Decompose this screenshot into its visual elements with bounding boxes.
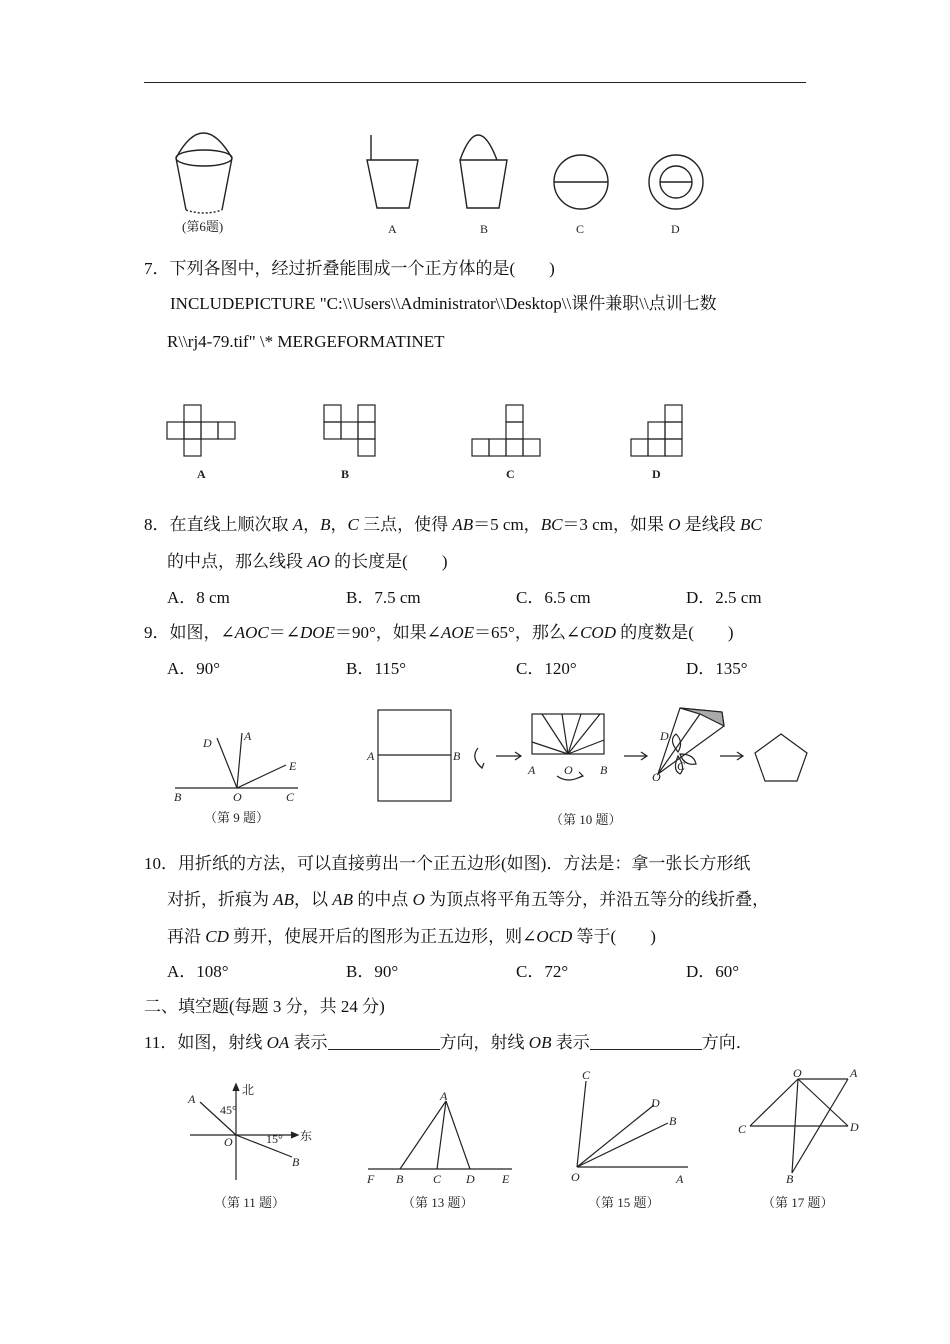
q11-blank-1[interactable]: [328, 1033, 440, 1050]
q8-choice-c: C．6.5 cm: [516, 588, 591, 607]
q9-choice-b: B．115°: [346, 659, 407, 678]
q10-choice-c: C．72°: [516, 962, 569, 981]
fig11-north: 北: [242, 1083, 255, 1097]
q7-option-b-label: B: [341, 467, 350, 481]
east-arrow-icon: [291, 1132, 298, 1138]
q6-option-a-shape: [367, 135, 418, 208]
header-rule: [144, 82, 806, 83]
fig15-label-c: C: [582, 1068, 591, 1082]
q8-choice-a: A．8 cm: [167, 588, 230, 607]
fig17-caption: （第 17 题）: [762, 1195, 834, 1210]
q10-choice-d: D．60°: [686, 962, 740, 981]
fig11-east: 东: [300, 1129, 313, 1143]
q7-field-code-line1: INCLUDEPICTURE "C:\\Users\\Administrator\\Desktop\\课件兼职\\点训七数: [170, 294, 717, 313]
q10-label-d: D: [660, 729, 669, 743]
fig17-label-a: A: [850, 1066, 858, 1080]
fig13-label-f: F: [367, 1172, 375, 1186]
q6-option-c-label: C: [576, 222, 585, 236]
north-arrow-icon: [233, 1084, 239, 1091]
q9-label-d: D: [203, 736, 212, 750]
fig13: [362, 1085, 522, 1215]
fig15-label-o: O: [571, 1170, 580, 1184]
fig17-label-o: O: [793, 1066, 802, 1080]
q10-stem-line3: 再沿 CD 剪开，使展开后的图形为正五边形，则∠OCD 等于( ): [167, 927, 656, 946]
q7-net-c: [472, 405, 540, 456]
q8-choice-d: D．2.5 cm: [686, 588, 762, 607]
fig11-angle-15: 15°: [266, 1132, 283, 1146]
q10-stem-line2: 对折，折痕为 AB，以 AB 的中点 O 为顶点将平角五等分，并沿五等分的线折叠，: [167, 890, 770, 909]
q7-nets-figure: [160, 398, 700, 483]
fig11: [180, 1080, 320, 1215]
q6-option-d-label: D: [671, 222, 680, 236]
fig13-label-b: B: [396, 1172, 404, 1186]
section2-heading: 二、填空题(每题 3 分，共 24 分): [144, 997, 385, 1016]
fig15-label-d: D: [651, 1096, 660, 1110]
q9-label-o: O: [233, 790, 242, 804]
fig11-label-o: O: [224, 1135, 233, 1149]
q9-label-a: A: [244, 729, 252, 743]
fig11-angle-45: 45°: [220, 1103, 237, 1117]
q10-caption: （第 10 题）: [550, 812, 622, 827]
q6-option-b-label: B: [480, 222, 489, 236]
fig13-caption: （第 13 题）: [402, 1195, 474, 1210]
fig11-label-a: A: [188, 1092, 196, 1106]
fig15-label-a: A: [676, 1172, 684, 1186]
fig13-label-c: C: [433, 1172, 442, 1186]
q7-field-code-line2: R\\rj4-79.tif" \* MERGEFORMATINET: [167, 332, 445, 351]
q10-label-o-1: O: [564, 763, 573, 777]
fig11-caption: （第 11 题）: [214, 1195, 286, 1210]
fig15-caption: （第 15 题）: [588, 1195, 660, 1210]
q6-option-b-shape: [460, 135, 507, 208]
q9-caption: （第 9 题）: [204, 810, 270, 825]
q10-label-a-2: A: [528, 763, 536, 777]
q9-choice-a: A．90°: [167, 659, 221, 678]
q9-label-b: B: [174, 790, 182, 804]
q9-label-c: C: [286, 790, 295, 804]
q10-stem-line1: 10．用折纸的方法，可以直接剪出一个正五边形(如图)．方法是：拿一张长方形纸: [144, 854, 751, 873]
q11-stem: 11．如图，射线 OA 表示 方向，射线 OB 表示 方向．: [144, 1033, 753, 1052]
q6-option-a-label: A: [388, 222, 397, 236]
fig17-label-d: D: [850, 1120, 859, 1134]
fig17-label-c: C: [738, 1122, 747, 1136]
q9-choice-d: D．135°: [686, 659, 748, 678]
fig17: [730, 1065, 870, 1215]
q7-option-a-label: A: [197, 467, 206, 481]
q10-figure: [360, 690, 820, 830]
q7-option-c-label: C: [506, 467, 515, 481]
q7-stem: 7．下列各图中，经过折叠能围成一个正方体的是( ): [144, 259, 555, 278]
q10-label-c: C: [677, 759, 686, 773]
q10-label-o-2: O: [652, 770, 661, 784]
fig13-label-e: E: [502, 1172, 510, 1186]
q7-net-b: [324, 405, 375, 456]
fig11-label-b: B: [292, 1155, 300, 1169]
q7-option-d-label: D: [652, 467, 661, 481]
q10-choice-a: A．108°: [167, 962, 229, 981]
regular-pentagon: [755, 734, 807, 781]
fig15: [560, 1065, 700, 1215]
q8-choice-b: B．7.5 cm: [346, 588, 421, 607]
q9-label-e: E: [289, 759, 297, 773]
fig17-label-b: B: [786, 1172, 794, 1186]
q6-caption: (第6题): [182, 219, 224, 234]
q7-net-a: [167, 405, 235, 456]
q9-choice-c: C．120°: [516, 659, 577, 678]
q9-stem: 9．如图，∠AOC＝∠DOE＝90°，如果∠AOE＝65°，那么∠COD 的度数是( ): [144, 623, 734, 642]
q6-solid-dome: [176, 133, 232, 158]
fig15-label-b: B: [669, 1114, 677, 1128]
q11-blank-2[interactable]: [590, 1033, 702, 1050]
fig13-label-a: A: [440, 1089, 448, 1103]
q9-figure: [170, 725, 310, 830]
q7-net-d: [631, 405, 682, 456]
q8-stem-line2: 的中点，那么线段 AO 的长度是( ): [167, 552, 448, 571]
q10-choice-b: B．90°: [346, 962, 399, 981]
q6-solid-bottom: [186, 210, 222, 213]
q10-label-b-2: B: [600, 763, 608, 777]
q6-solid-top-ellipse: [176, 150, 232, 166]
fig13-label-d: D: [466, 1172, 475, 1186]
q6-figure: [160, 120, 720, 245]
q10-label-a-1: A: [367, 749, 375, 763]
q8-stem-line1: 8．在直线上顺次取 A，B，C 三点，使得 AB＝5 cm，BC＝3 cm，如果 O 是线段 BC: [144, 515, 762, 534]
q10-label-b-1: B: [453, 749, 461, 763]
